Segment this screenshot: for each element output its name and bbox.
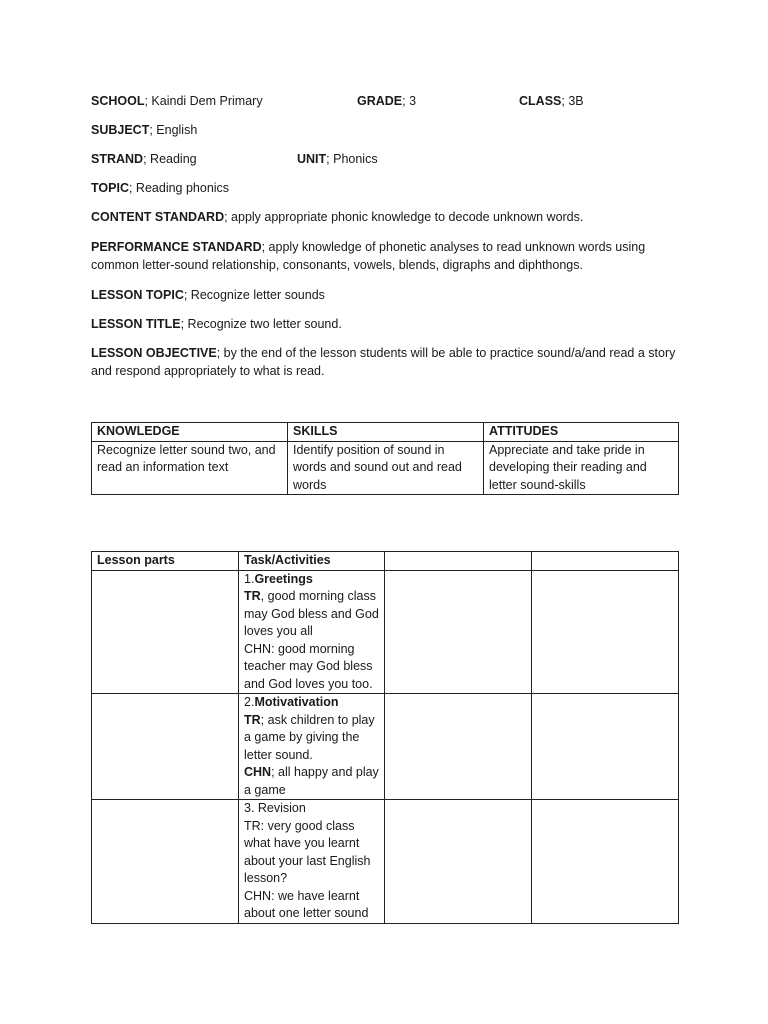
lesson-objective-label: LESSON OBJECTIVE: [91, 346, 217, 360]
lesson-topic-value: ; Recognize letter sounds: [183, 288, 325, 302]
revision-tr: TR: very good class what have you learnt about your last English lesson?: [244, 818, 371, 885]
greetings-title: [244, 571, 379, 589]
lesson-part-cell: [92, 694, 239, 800]
performance-standard-value: ; apply knowledge of phonetic analyses to read unknown words using common letter-sound relationship, consonants, vowels, blends, digraphs and diphthongs.: [91, 240, 646, 272]
revision-title: 3. Revision: [244, 801, 306, 815]
activity-cell-revision: [239, 800, 385, 924]
empty-cell: [532, 570, 679, 694]
activity-cell-greetings: [239, 570, 385, 694]
lesson-header-parts: Lesson parts: [92, 552, 239, 571]
empty-cell: [385, 800, 532, 924]
motivation-chn-label: CHN: [244, 765, 272, 779]
lesson-header-col4: [532, 552, 679, 571]
ksa-skills-cell: Identify position of sound in words and sound out and read words: [288, 441, 484, 495]
unit-line: [297, 151, 378, 169]
subject-value: ; English: [149, 123, 198, 137]
content-standard-value: ; apply appropriate phonic knowledge to decode unknown words.: [224, 210, 584, 224]
ksa-header-knowledge: KNOWLEDGE: [92, 423, 288, 442]
greetings-heading: Greetings: [254, 571, 313, 586]
content-standard-line: [91, 209, 583, 227]
school-value: ; Kaindi Dem Primary: [144, 94, 263, 108]
lesson-title-label: LESSON TITLE: [91, 317, 181, 331]
lesson-header-row: [92, 552, 679, 571]
lesson-title-line: [91, 316, 342, 334]
topic-label: TOPIC: [91, 181, 129, 195]
lesson-title-value: ; Recognize two letter sound.: [180, 317, 342, 331]
lesson-header-col3: [385, 552, 532, 571]
lesson-objective-value: ; by the end of the lesson students will be able to practice sound/a/and read a story and respond appropriately to what is read.: [91, 346, 676, 378]
ksa-header-row: [92, 423, 679, 442]
lesson-header-activities: Task/Activities: [239, 552, 385, 571]
revision-chn: CHN: we have learnt about one letter sound: [244, 888, 369, 920]
lesson-topic-label: LESSON TOPIC: [91, 288, 184, 302]
grade-line: [357, 93, 416, 111]
motivation-title: [244, 694, 379, 712]
lesson-topic-line: [91, 287, 325, 305]
motivation-chn-text: ; all happy and play a game: [244, 765, 379, 797]
greetings-tr-text: , good morning class may God bless and God loves you all: [244, 589, 379, 638]
ksa-header-skills: SKILLS: [288, 423, 484, 442]
empty-cell: [385, 694, 532, 800]
motivation-chn: [244, 764, 379, 799]
strand-line: [91, 151, 197, 169]
class-label: CLASS: [519, 94, 562, 108]
empty-cell: [532, 694, 679, 800]
unit-value: ; Phonics: [326, 152, 378, 166]
content-standard-label: CONTENT STANDARD: [91, 210, 225, 224]
motivation-number: 2.: [244, 695, 255, 709]
motivation-tr-label: TR: [244, 712, 261, 727]
school-label: SCHOOL: [91, 94, 145, 108]
class-line: [519, 93, 584, 111]
lesson-table: [91, 551, 679, 924]
subject-label: SUBJECT: [91, 123, 150, 137]
performance-standard-paragraph: [91, 239, 681, 274]
unit-label: UNIT: [297, 152, 327, 166]
table-row: [92, 570, 679, 694]
table-row: [92, 694, 679, 800]
motivation-tr-text: ; ask children to play a game by giving the letter sound.: [244, 712, 375, 762]
performance-standard-label: PERFORMANCE STANDARD: [91, 240, 262, 254]
strand-value: ; Reading: [143, 152, 197, 166]
greetings-number: 1.: [244, 571, 255, 586]
topic-line: [91, 180, 229, 198]
motivation-tr: [244, 712, 379, 765]
ksa-attitudes-cell: Appreciate and take pride in developing their reading and letter sound-skills: [484, 441, 679, 495]
strand-label: STRAND: [91, 152, 144, 166]
table-row: [92, 800, 679, 924]
greetings-chn: CHN: good morning teacher may God bless and God loves you too.: [244, 641, 373, 691]
class-value: ; 3B: [561, 94, 584, 108]
empty-cell: [532, 800, 679, 924]
ksa-knowledge-cell: Recognize letter sound two, and read an information text: [92, 441, 288, 495]
ksa-content-row: [92, 441, 679, 495]
empty-cell: [385, 570, 532, 694]
greetings-tr-label: TR: [244, 589, 261, 603]
greetings-tr: [244, 588, 379, 641]
lesson-part-cell: [92, 800, 239, 924]
topic-value: ; Reading phonics: [128, 181, 230, 195]
lesson-objective-paragraph: [91, 345, 681, 380]
school-line: [91, 93, 263, 111]
ksa-header-attitudes: ATTITUDES: [484, 423, 679, 442]
ksa-table: [91, 422, 679, 495]
lesson-part-cell: [92, 570, 239, 694]
subject-line: [91, 122, 197, 140]
motivation-heading: Motivativation: [254, 695, 339, 709]
grade-value: ; 3: [402, 94, 417, 108]
grade-label: GRADE: [357, 94, 403, 108]
activity-cell-motivation: [239, 694, 385, 800]
